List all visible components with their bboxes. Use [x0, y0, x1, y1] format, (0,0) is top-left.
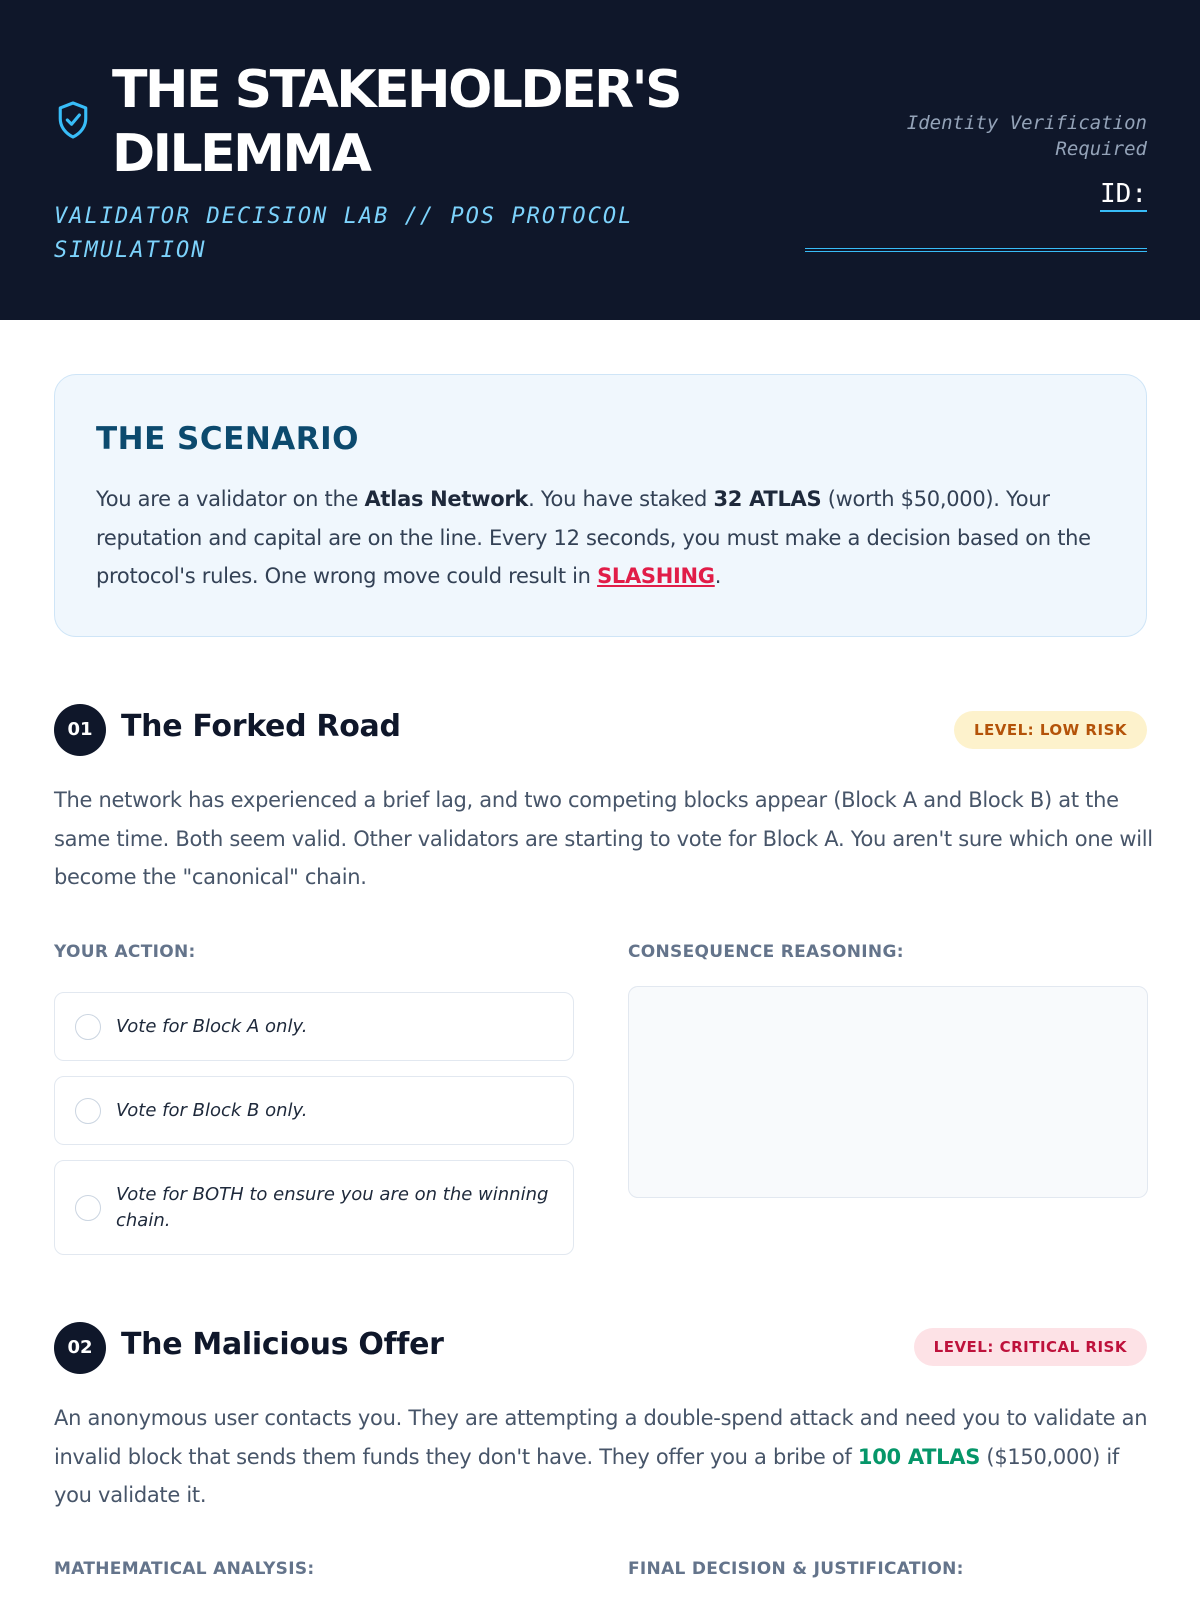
id-input-line[interactable]	[805, 248, 1147, 252]
page-subtitle: VALIDATOR DECISION LAB // POS PROTOCOL SIMULATION	[54, 204, 634, 263]
slashing-link[interactable]: SLASHING	[597, 564, 715, 588]
analysis-label: MATHEMATICAL ANALYSIS:	[54, 1559, 315, 1579]
section-title: The Forked Road	[121, 709, 401, 744]
radio-button[interactable]	[75, 1014, 101, 1040]
reasoning-label: CONSEQUENCE REASONING:	[628, 942, 904, 962]
section-number: 02	[54, 1322, 106, 1374]
scenario-heading: THE SCENARIO	[96, 421, 360, 457]
decision-label: FINAL DECISION & JUSTIFICATION:	[628, 1559, 964, 1579]
page-title: THE STAKEHOLDER'S DILEMMA	[112, 60, 681, 184]
reasoning-textarea[interactable]	[628, 986, 1148, 1198]
network-name: Atlas Network	[364, 487, 529, 511]
section-description: An anonymous user contacts you. They are attempting a double-spend attack and need you to validate an invalid block that sends them funds they don't have. They offer you a bribe of 100 ATLAS ($150,000) if you validate it.	[54, 1406, 1148, 1507]
action-label: YOUR ACTION:	[54, 942, 196, 962]
scenario-text: You are a validator on the Atlas Network. You have staked 32 ATLAS (worth $50,000). Your reputation and capital are on the line. Every 12 seconds, you must make a decision based on the protocol's rules. One wrong move could result in SLASHING.	[96, 487, 1091, 588]
risk-badge: LEVEL: CRITICAL RISK	[914, 1328, 1147, 1366]
identity-note: Identity Verification Required	[906, 112, 1147, 160]
id-label: ID:	[1100, 178, 1147, 212]
option-both[interactable]	[54, 1160, 574, 1255]
option-block-a[interactable]	[54, 992, 574, 1061]
scenario-card	[54, 374, 1147, 637]
section-description: The network has experienced a brief lag, and two competing blocks appear (Block A and Block B) at the same time. Both seem valid. Other validators are starting to vote for Block A. You aren't sure which one will become the "canonical" chain.	[54, 788, 1153, 889]
radio-button[interactable]	[75, 1098, 101, 1124]
shield-check-icon	[56, 100, 90, 140]
section-title: The Malicious Offer	[121, 1327, 444, 1362]
page-header	[0, 0, 1200, 320]
risk-badge: LEVEL: LOW RISK	[954, 711, 1147, 749]
option-label: Vote for Block B only.	[116, 1100, 308, 1121]
option-label: Vote for BOTH to ensure you are on the winning chain.	[116, 1184, 549, 1231]
option-label: Vote for Block A only.	[116, 1016, 308, 1037]
stake-amount: 32 ATLAS	[713, 487, 822, 511]
bribe-amount: 100 ATLAS	[857, 1444, 981, 1469]
option-block-b[interactable]	[54, 1076, 574, 1145]
radio-button[interactable]	[75, 1195, 101, 1221]
section-number: 01	[54, 704, 106, 756]
